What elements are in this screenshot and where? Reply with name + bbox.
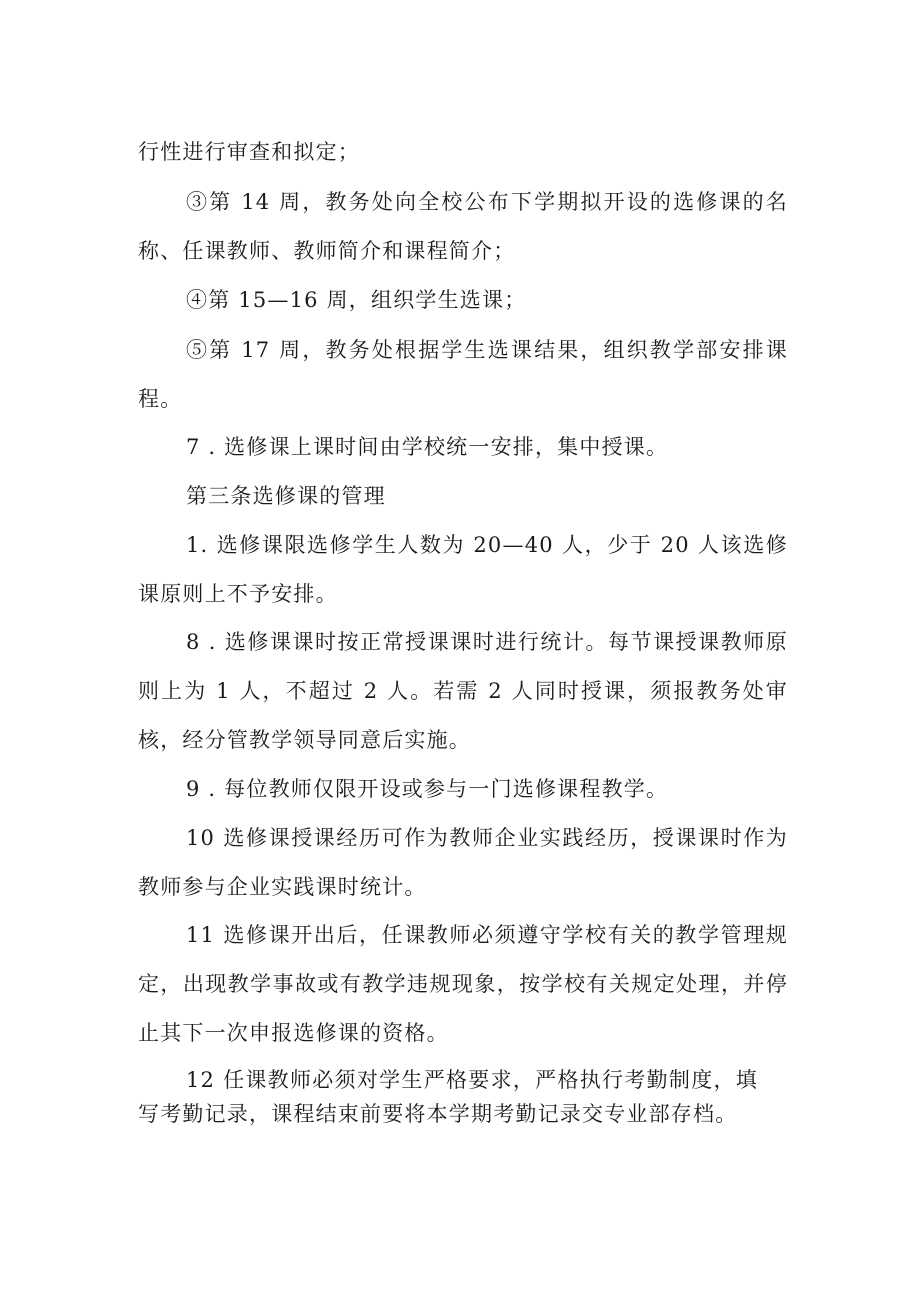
paragraph-step-3: ③第 14 周，教务处向全校公布下学期拟开设的选修课的名称、任课教师、教师简介和课程简介； bbox=[138, 190, 788, 263]
paragraph-item-9: 9 . 每位教师仅限开设或参与一门选修课程教学。 bbox=[186, 777, 669, 801]
paragraph-item-10: 10 选修课授课经历可作为教师企业实践经历，授课课时作为教师参与企业实践课时统计。 bbox=[138, 826, 788, 899]
paragraph-continuation: 行性进行审查和拟定； bbox=[138, 140, 360, 164]
paragraph-item-12: 12 任课教师必须对学生严格要求，严格执行考勤制度，填写考勤记录，课程结束前要将本学期考勤记录交专业部存档。 bbox=[138, 1068, 758, 1126]
paragraph-step-4: ④第 15—16 周，组织学生选课； bbox=[186, 288, 527, 312]
paragraph-item-7: 7 . 选修课上课时间由学校统一安排，集中授课。 bbox=[186, 435, 669, 459]
paragraph-item-1: 1. 选修课限选修学生人数为 20—40 人，少于 20 人该选修课原则上不予安排。 bbox=[138, 533, 788, 606]
section-heading: 第三条选修课的管理 bbox=[186, 484, 386, 508]
paragraph-step-5: ⑤第 17 周，教务处根据学生选课结果，组织教学部安排课程。 bbox=[138, 338, 788, 411]
paragraph-item-8: 8 . 选修课课时按正常授课课时进行统计。每节课授课教师原则上为 1 人，不超过 2 人。若需 2 人同时授课，须报教务处审核，经分管教学领导同意后实施。 bbox=[138, 630, 788, 752]
paragraph-item-11: 11 选修课开出后，任课教师必须遵守学校有关的教学管理规定，出现教学事故或有教学违规现象，按学校有关规定处理，并停止其下一次申报选修课的资格。 bbox=[138, 923, 788, 1045]
